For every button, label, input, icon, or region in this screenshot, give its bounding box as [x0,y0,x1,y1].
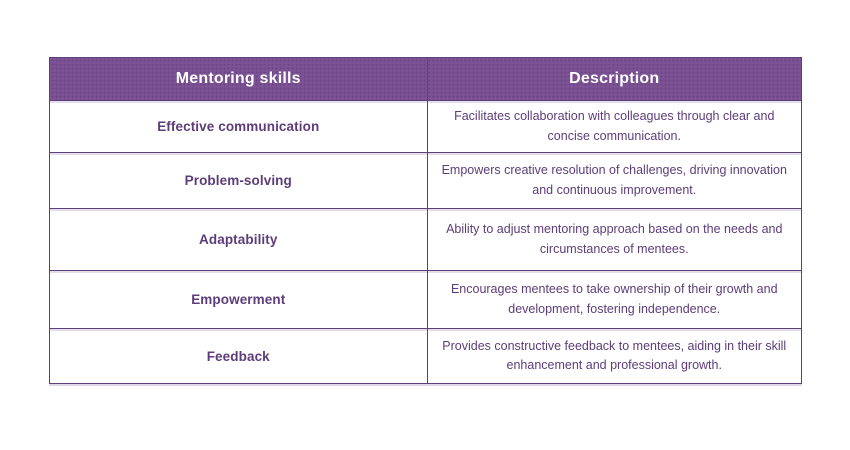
mentoring-skills-table-container [49,57,802,384]
mentoring-skills-table [49,57,802,384]
header-cell-description: Description [427,58,802,101]
description-cell: Facilitates collaboration with colleagues through clear and concise communication. [427,101,802,153]
skill-cell: Empowerment [50,271,428,329]
header-cell-mentoring-skills: Mentoring skills [50,58,428,101]
description-cell: Provides constructive feedback to mentees, aiding in their skill enhancement and professional growth. [427,329,802,384]
description-cell: Empowers creative resolution of challenges, driving innovation and continuous improvement. [427,153,802,209]
skill-cell: Effective communication [50,101,428,153]
description-cell: Encourages mentees to take ownership of their growth and development, fostering independence. [427,271,802,329]
description-cell: Ability to adjust mentoring approach based on the needs and circumstances of mentees. [427,209,802,271]
skill-cell: Feedback [50,329,428,384]
skill-cell: Adaptability [50,209,428,271]
table-row [50,329,802,384]
skill-cell: Problem-solving [50,153,428,209]
table-row [50,209,802,271]
table-header-row [50,58,802,101]
table-row [50,271,802,329]
table-row [50,153,802,209]
table-row [50,101,802,153]
